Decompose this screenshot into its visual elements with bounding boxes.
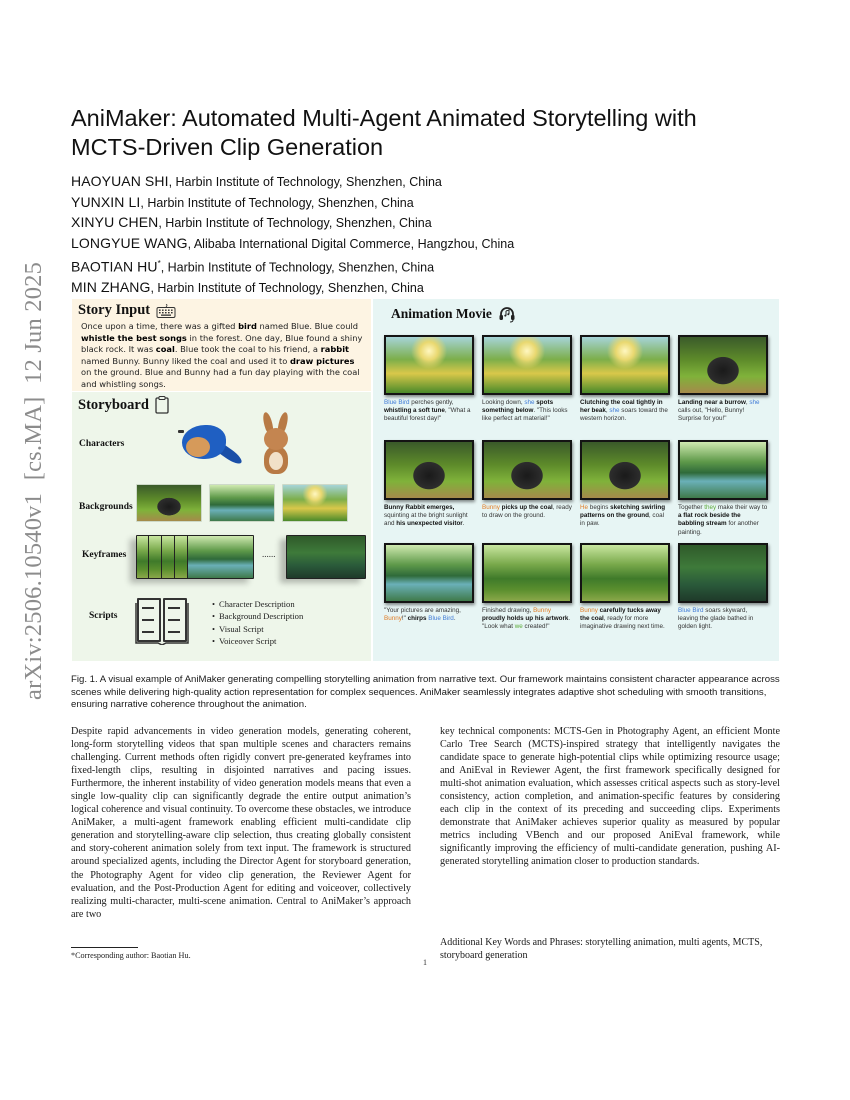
- clip-frame-image: [580, 543, 670, 603]
- footnote-divider: [71, 947, 138, 948]
- keyframes-ellipsis: ......: [262, 549, 276, 559]
- author-affiliation: , Alibaba International Digital Commerce, Hangzhou, China: [187, 236, 515, 251]
- abstract-left-column: Despite rapid advancements in video generation models, generating coherent, long-form storytelling videos that span multiple scenes and characters remains challenging. Current methods often rigidly convert pre-generated keyframes into fixed-length clips, resulting in disjointed narratives and pacing issues. Furthermore, the inherent instability of video generation models means that even a single low-quality clip can significantly degrade the entire output animation’s logical coherence and visual continuity. To overcome these obstacles, we introduce AniMaker, a multi-agent framework enabling efficient multi-candidate clip generation and storytelling-aware clip selection, thus creating globally consistent and story-coherent animation solely from text input. The framework is structured around specialized agents, including the Director Agent for storyboard generation, the Photography Agent for video clip generation, the Reviewer Agent for evaluation, and the Post-Production Agent for editing and voiceover, collectively realizing multi-character, multi-scene animation. Central to AniMaker’s approach are two: [71, 726, 411, 920]
- title-line-1: AniMaker: Automated Multi-Agent Animated Storytelling with: [71, 105, 697, 131]
- author-name: MIN ZHANG: [71, 278, 151, 295]
- character-bunny-rabbit: [258, 412, 294, 476]
- clip-caption: Bunny carefully tucks away the coal, ready for more imaginative drawing next time.: [580, 607, 665, 631]
- author-name: HAOYUAN SHI: [71, 173, 169, 189]
- background-cave-thumbnail: [136, 484, 202, 522]
- author-entry: [71, 254, 771, 278]
- clip-frame-image: [384, 440, 474, 500]
- author-entry: [71, 172, 771, 193]
- movie-clip: [580, 543, 670, 632]
- footnote-corresponding-author: *Corresponding author: Baotian Hu.: [71, 951, 191, 960]
- author-affiliation: , Harbin Institute of Technology, Shenzhen, China: [150, 280, 424, 295]
- movie-clip: [482, 543, 572, 632]
- clip-frame-image: [678, 335, 768, 395]
- clip-caption: Blue Bird soars skyward, leaving the glade bathed in golden light.: [678, 607, 754, 631]
- figure-1: [72, 299, 779, 661]
- keyboard-icon: [156, 304, 176, 318]
- keywords: Additional Key Words and Phrases: storytelling animation, multi agents, MCTS, storyboard generation: [440, 937, 763, 962]
- movie-clip: [678, 335, 768, 424]
- script-item: • Visual Script: [212, 623, 303, 635]
- figure-caption: Fig. 1. A visual example of AniMaker generating compelling storytelling animation from narrative text. Our framework maintains consistent character appearance across scenes while delivering high-quality action representation for complex sequences. AniMaker seamlessly integrates adaptive shot scheduling with smooth transitions, ensuring narrative coherence throughout the animation.: [71, 674, 780, 711]
- clip-frame-image: [384, 543, 474, 603]
- clip-frame-image: [678, 543, 768, 603]
- headphones-music-icon: [498, 305, 516, 323]
- author-name: XINYU CHEN: [71, 214, 159, 230]
- script-item: • Voiceover Script: [212, 635, 303, 647]
- paper-title: [71, 104, 771, 162]
- clip-caption: Together they make their way to a flat rock beside the babbling stream for another painting.: [678, 504, 768, 536]
- storyboard-heading: Storyboard: [78, 396, 149, 413]
- movie-clip: [384, 440, 474, 529]
- script-item: • Character Description: [212, 598, 303, 610]
- author-entry: [71, 234, 771, 255]
- story-input-heading: Story Input: [78, 302, 151, 318]
- movie-clip: [678, 440, 768, 537]
- clip-caption: He begins sketching swirling patterns on the ground, coal in paw.: [580, 504, 666, 528]
- row-label-keyframes: Keyframes: [82, 550, 127, 560]
- row-label-characters: Characters: [79, 439, 125, 449]
- animation-movie-heading: Animation Movie: [391, 306, 492, 321]
- author-affiliation: , Harbin Institute of Technology, Shenzhen, China: [140, 195, 414, 210]
- clip-caption: Blue Bird perches gently, whistling a soft tune, "What a beautiful forest day!": [384, 399, 471, 423]
- script-item: • Background Description: [212, 610, 303, 622]
- author-entry: [71, 213, 771, 234]
- clip-frame-image: [678, 440, 768, 500]
- author-affiliation: , Harbin Institute of Technology, Shenzhen, China: [160, 260, 435, 275]
- author-name: YUNXIN LI: [71, 193, 141, 210]
- story-input-panel: [72, 299, 371, 391]
- movie-clip: [482, 335, 572, 424]
- abstract-right-column: key technical components: MCTS-Gen in Photography Agent, an efficient Monte Carlo Tree Search (MCTS)-inspired strategy that intelligently navigates the candidate space to generate high-potential clips while optimizing resource usage; and AniEval in Reviewer Agent, the first framework specifically designed for multi-shot animation evaluation, which assesses critical aspects such as story-level consistency, action completion, and animation-specific features by considering each clip in the context of its preceding and succeeding clips. Experiments demonstrate that AniMaker achieves superior quality as measured by popular metrics including VBench and our proposed AniEval framework, while significantly improving the efficiency of multi-candidate generation, pushing AI-generated storytelling animation closer to production standards.: [440, 726, 780, 868]
- clip-caption: Clutching the coal tightly in her beak, she soars toward the western horizon.: [580, 399, 668, 423]
- movie-clip: [482, 440, 572, 520]
- keyframe-stack: [136, 535, 254, 579]
- script-items-list: [212, 598, 303, 648]
- clip-caption: Looking down, she spots something below. "This looks like perfect art material!": [482, 399, 568, 423]
- clip-frame-image: [580, 335, 670, 395]
- clip-frame-image: [580, 440, 670, 500]
- clip-frame-image: [482, 543, 572, 603]
- clip-caption: "Your pictures are amazing, Bunny!" chirps Blue Bird.: [384, 607, 461, 623]
- page-number: 1: [423, 958, 427, 967]
- author-name: LONGYUE WANG: [71, 234, 188, 251]
- clip-frame-image: [482, 440, 572, 500]
- movie-clip: [580, 335, 670, 424]
- clip-caption: Finished drawing, Bunny proudly holds up his artwork. "Look what we created!": [482, 607, 571, 631]
- story-input-text: Once upon a time, there was a gifted bird named Blue. Blue could whistle the best songs in the forest. One day, Blue found a shiny black rock. It was coal. Blue took the coal to his friend, a rabbit named Bunny. Bunny liked the coal and used it to draw pictures on the ground. Blue and Bunny had a fun day playing with the coal and whistling songs.: [81, 321, 363, 389]
- movie-clip: [384, 335, 474, 424]
- row-label-scripts: Scripts: [89, 611, 118, 621]
- title-line-2: MCTS-Driven Clip Generation: [71, 134, 384, 160]
- row-label-backgrounds: Backgrounds: [79, 502, 133, 512]
- open-book-icon: [134, 595, 190, 645]
- background-stream-thumbnail: [209, 484, 275, 522]
- character-blue-bird: [178, 419, 244, 477]
- clip-caption: Landing near a burrow, she calls out, "Hello, Bunny! Surprise for you!": [678, 399, 760, 423]
- author-list: [71, 172, 771, 298]
- storyboard-panel: [72, 392, 371, 661]
- movie-clip: [580, 440, 670, 529]
- author-name: BAOTIAN HU: [71, 258, 158, 275]
- clip-caption: Bunny picks up the coal, ready to draw on the ground.: [482, 504, 572, 520]
- author-affiliation: , Harbin Institute of Technology, Shenzhen, China: [158, 216, 432, 230]
- author-affiliation: , Harbin Institute of Technology, Shenzhen, China: [168, 175, 442, 189]
- clipboard-icon: [155, 396, 169, 414]
- author-entry: [71, 193, 771, 214]
- corresponding-author-mark: *: [157, 259, 161, 268]
- background-meadow-thumbnail: [282, 484, 348, 522]
- author-entry: [71, 278, 771, 299]
- movie-clip: [678, 543, 768, 632]
- clip-frame-image: [384, 335, 474, 395]
- clip-frame-image: [482, 335, 572, 395]
- clip-caption: Bunny Rabbit emerges, squinting at the bright sunlight and his unexpected visitor.: [384, 504, 468, 528]
- movie-clip: [384, 543, 474, 623]
- keyframe-final-thumbnail: [286, 535, 366, 579]
- arxiv-identifier-stamp: arXiv:2506.10540v1 [cs.MA] 12 Jun 2025: [20, 261, 47, 700]
- animation-movie-panel: [373, 299, 779, 661]
